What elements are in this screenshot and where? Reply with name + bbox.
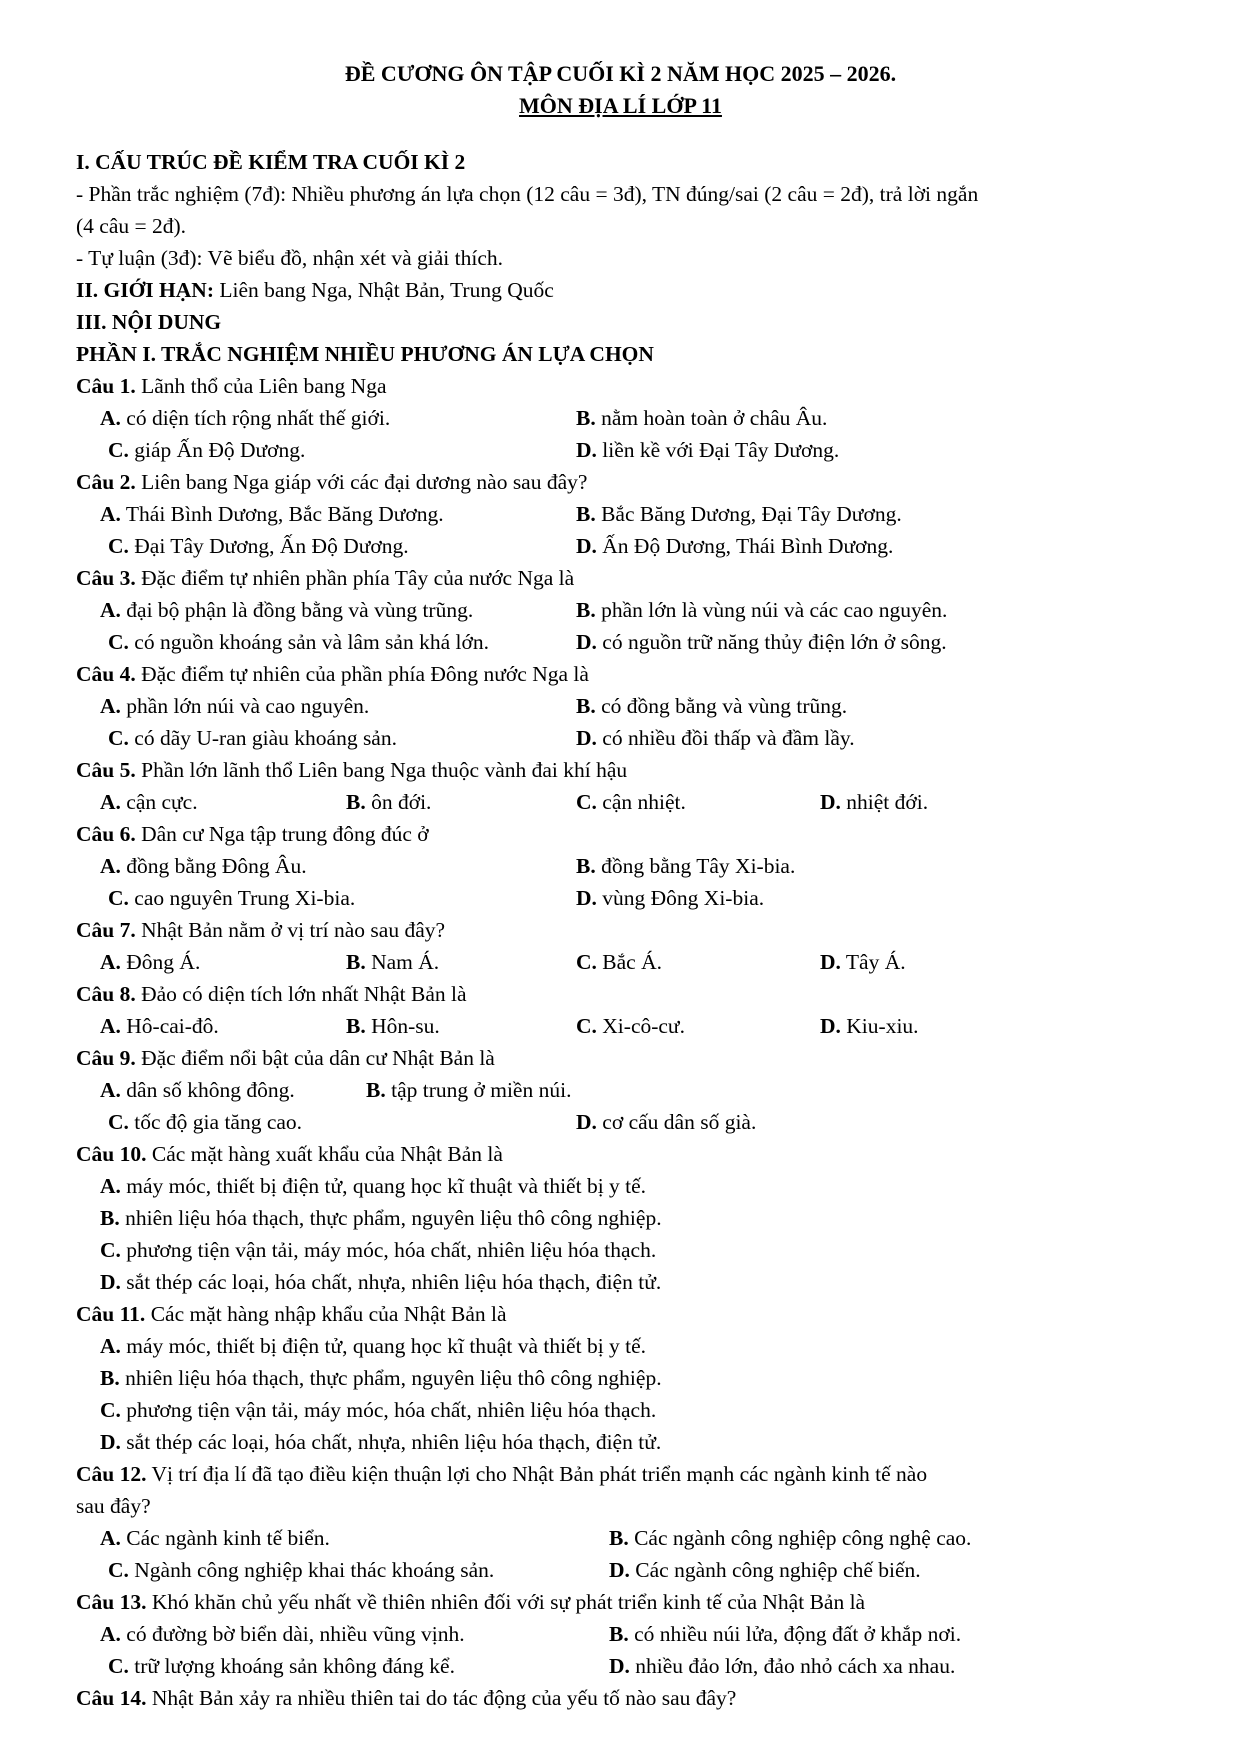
answer-text: nhiên liệu hóa thạch, thực phẩm, nguyên liệu thô công nghiệp. — [125, 1206, 662, 1230]
paragraph: - Tự luận (3đ): Vẽ biểu đồ, nhận xét và giải thích. — [76, 246, 504, 270]
answer-letter: B. — [609, 1622, 629, 1646]
answer-text: phương tiện vận tải, máy móc, hóa chất, nhiên liệu hóa thạch. — [126, 1398, 657, 1422]
answer-option-c — [108, 882, 355, 914]
answer-letter: B. — [609, 1526, 629, 1550]
question-item — [76, 914, 1206, 978]
answer-letter: A. — [100, 406, 121, 430]
answer-row — [76, 786, 1206, 818]
section-heading: III. NỘI DUNG — [76, 310, 222, 334]
answer-letter: C. — [108, 534, 129, 558]
answer-option-c — [108, 722, 397, 754]
question-number: Câu 5. — [76, 758, 136, 782]
answer-option-b — [576, 402, 827, 434]
question-text: Liên bang Nga giáp với các đại dương nào sau đây? — [135, 470, 588, 494]
answer-option-b — [346, 786, 431, 818]
answer-option-b — [366, 1074, 571, 1106]
answer-row — [76, 1618, 1206, 1650]
question-text: Các mặt hàng xuất khẩu của Nhật Bản là — [146, 1142, 503, 1166]
answer-letter: A. — [100, 1622, 121, 1646]
answer-letter: C. — [108, 1110, 129, 1134]
answer-letter: B. — [346, 1014, 366, 1038]
answer-option-d — [609, 1554, 921, 1586]
question-stem — [76, 914, 1206, 946]
answer-letter: D. — [100, 1430, 121, 1454]
answer-option-a — [100, 402, 390, 434]
answer-letter: B. — [576, 854, 596, 878]
answer-option-c — [108, 434, 305, 466]
answer-text: Các ngành công nghiệp chế biến. — [635, 1558, 921, 1582]
section-heading-text: Liên bang Nga, Nhật Bản, Trung Quốc — [213, 278, 554, 302]
question-text: Lãnh thổ của Liên bang Nga — [135, 374, 387, 398]
paragraph: - Phần trắc nghiệm (7đ): Nhiều phương án lựa chọn (12 câu = 3đ), TN đúng/sai (2 câu = 2đ), trả lời ngắn — [76, 182, 979, 206]
question-number: Câu 12. — [76, 1462, 147, 1486]
answer-option-b — [576, 498, 902, 530]
answer-option-c — [576, 1010, 685, 1042]
answer-row — [76, 946, 1206, 978]
answer-letter: D. — [820, 950, 841, 974]
answer-letter: C. — [108, 438, 129, 462]
answer-text: có nhiều đồi thấp và đầm lầy. — [602, 726, 855, 750]
question-stem — [76, 1298, 1206, 1330]
answer-text: có nhiều núi lửa, động đất ở khắp nơi. — [634, 1622, 962, 1646]
question-stem — [76, 1586, 1206, 1618]
question-stem — [76, 1042, 1206, 1074]
answer-text: Hôn-su. — [371, 1014, 440, 1038]
answer-letter: C. — [108, 630, 129, 654]
answer-text: đồng bằng Tây Xi-bia. — [601, 854, 796, 878]
answer-text: Ấn Độ Dương, Thái Bình Dương. — [602, 534, 894, 558]
question-text: Đảo có diện tích lớn nhất Nhật Bản là — [135, 982, 467, 1006]
answer-letter: D. — [576, 886, 597, 910]
answer-text: sắt thép các loại, hóa chất, nhựa, nhiên liệu hóa thạch, điện tử. — [126, 1430, 662, 1454]
answer-option-a — [100, 786, 198, 818]
answer-letter: C. — [576, 1014, 597, 1038]
question-item — [76, 1042, 1206, 1138]
question-item — [76, 1682, 1206, 1714]
answer-row — [76, 1650, 1206, 1682]
answer-text: Ngành công nghiệp khai thác khoáng sản. — [134, 1558, 495, 1582]
answer-option-a — [100, 690, 369, 722]
question-number: Câu 10. — [76, 1142, 147, 1166]
answer-text: có dãy U-ran giàu khoáng sản. — [134, 726, 397, 750]
answer-text: có nguồn khoáng sản và lâm sản khá lớn. — [134, 630, 489, 654]
question-number: Câu 11. — [76, 1302, 146, 1326]
answer-option-a — [100, 1522, 330, 1554]
answer-text: cận cực. — [126, 790, 198, 814]
answer-option-b — [346, 946, 439, 978]
answer-row — [76, 1554, 1206, 1586]
answer-text: Bắc Băng Dương, Đại Tây Dương. — [601, 502, 902, 526]
part-heading: PHẦN I. TRẮC NGHIỆM NHIỀU PHƯƠNG ÁN LỰA CHỌN — [76, 342, 654, 366]
answer-row — [76, 1426, 1206, 1458]
question-stem — [76, 1458, 1206, 1490]
answer-option-b — [609, 1618, 961, 1650]
answer-letter: D. — [100, 1270, 121, 1294]
question-text: Phần lớn lãnh thổ Liên bang Nga thuộc vành đai khí hậu — [135, 758, 628, 782]
paragraph: (4 câu = 2đ). — [76, 214, 187, 238]
question-item — [76, 978, 1206, 1042]
answer-text: Thái Bình Dương, Bắc Băng Dương. — [125, 502, 444, 526]
question-number: Câu 9. — [76, 1046, 136, 1070]
question-number: Câu 4. — [76, 662, 136, 686]
document-subtitle: MÔN ĐỊA LÍ LỚP 11 — [519, 93, 722, 118]
answer-row — [76, 434, 1206, 466]
answer-letter: A. — [100, 598, 121, 622]
answer-letter: B. — [100, 1206, 120, 1230]
answer-row — [76, 402, 1206, 434]
answer-option-a — [100, 1618, 465, 1650]
question-item — [76, 1138, 1206, 1298]
answer-letter: D. — [609, 1558, 630, 1582]
answer-option-b — [576, 594, 947, 626]
question-text: Vị trí địa lí đã tạo điều kiện thuận lợi cho Nhật Bản phát triển mạnh các ngành kinh tế nào — [146, 1462, 928, 1486]
answer-option-c — [576, 786, 686, 818]
question-number: Câu 6. — [76, 822, 136, 846]
answer-letter: B. — [100, 1366, 120, 1390]
question-stem — [76, 466, 1206, 498]
answer-text: máy móc, thiết bị điện tử, quang học kĩ thuật và thiết bị y tế. — [126, 1334, 647, 1358]
question-stem — [76, 370, 1206, 402]
answer-text: Nam Á. — [371, 950, 440, 974]
answer-option-c — [108, 1106, 302, 1138]
question-item — [76, 562, 1206, 658]
answer-text: cơ cấu dân số già. — [602, 1110, 757, 1134]
answer-letter: A. — [100, 854, 121, 878]
answer-row — [76, 1522, 1206, 1554]
answer-text: trữ lượng khoáng sản không đáng kể. — [134, 1654, 455, 1678]
document-title: ĐỀ CƯƠNG ÔN TẬP CUỐI KÌ 2 NĂM HỌC 2025 – 2026. — [344, 61, 897, 86]
question-text: Đặc điểm tự nhiên của phần phía Đông nước Nga là — [135, 662, 589, 686]
answer-letter: C. — [100, 1398, 121, 1422]
answer-row — [76, 690, 1206, 722]
question-text: Nhật Bản xảy ra nhiều thiên tai do tác động của yếu tố nào sau đây? — [146, 1686, 737, 1710]
answer-row — [76, 594, 1206, 626]
answer-text: vùng Đông Xi-bia. — [602, 886, 765, 910]
answer-option-d — [609, 1650, 955, 1682]
answer-option-d — [100, 1266, 661, 1298]
answer-letter: C. — [108, 886, 129, 910]
question-stem — [76, 1682, 1206, 1714]
answer-option-d — [576, 882, 764, 914]
question-text: Nhật Bản nằm ở vị trí nào sau đây? — [135, 918, 446, 942]
answer-letter: B. — [366, 1078, 386, 1102]
answer-row — [76, 1074, 1206, 1106]
answer-text: phần lớn núi và cao nguyên. — [126, 694, 370, 718]
answer-letter: C. — [100, 1238, 121, 1262]
answer-text: có nguồn trữ năng thủy điện lớn ở sông. — [602, 630, 947, 654]
answer-option-c — [100, 1394, 656, 1426]
answer-letter: C. — [108, 726, 129, 750]
answer-letter: D. — [820, 1014, 841, 1038]
answer-letter: B. — [576, 406, 596, 430]
question-text: Khó khăn chủ yếu nhất về thiên nhiên đối với sự phát triển kinh tế của Nhật Bản là — [146, 1590, 866, 1614]
question-text: Đặc điểm tự nhiên phần phía Tây của nước Nga là — [135, 566, 575, 590]
answer-text: đồng bằng Đông Âu. — [126, 854, 307, 878]
answer-text: có diện tích rộng nhất thế giới. — [126, 406, 391, 430]
answer-option-c — [100, 1234, 656, 1266]
answer-row — [76, 1394, 1206, 1426]
section-heading-label: II. GIỚI HẠN: — [76, 278, 214, 302]
question-stem — [76, 978, 1206, 1010]
answer-text: nhiều đảo lớn, đảo nhỏ cách xa nhau. — [635, 1654, 956, 1678]
answer-option-d — [576, 722, 855, 754]
document-body — [76, 146, 1206, 1714]
answer-row — [76, 1170, 1206, 1202]
answer-letter: C. — [576, 790, 597, 814]
answer-letter: D. — [609, 1654, 630, 1678]
answer-row — [76, 1010, 1206, 1042]
answer-text: có đồng bằng và vùng trũng. — [601, 694, 848, 718]
answer-text: tập trung ở miền núi. — [391, 1078, 572, 1102]
answer-option-a — [100, 1074, 295, 1106]
answer-text: Các ngành công nghiệp công nghệ cao. — [634, 1526, 972, 1550]
answer-option-b — [100, 1202, 662, 1234]
answer-option-b — [100, 1362, 662, 1394]
question-number: Câu 14. — [76, 1686, 147, 1710]
answer-text: nằm hoàn toàn ở châu Âu. — [601, 406, 828, 430]
answer-option-a — [100, 1170, 646, 1202]
answer-option-d — [576, 434, 839, 466]
answer-letter: B. — [576, 598, 596, 622]
question-number: Câu 7. — [76, 918, 136, 942]
answer-letter: B. — [576, 694, 596, 718]
question-stem — [76, 818, 1206, 850]
question-item — [76, 658, 1206, 754]
answer-letter: A. — [100, 694, 121, 718]
answer-row — [76, 1106, 1206, 1138]
answer-letter: D. — [576, 534, 597, 558]
question-stem — [76, 1138, 1206, 1170]
answer-letter: D. — [820, 790, 841, 814]
answer-option-d — [820, 1010, 919, 1042]
answer-option-a — [100, 498, 444, 530]
question-list — [76, 370, 1206, 1714]
answer-letter: A. — [100, 950, 121, 974]
section-heading: I. CẤU TRÚC ĐỀ KIỂM TRA CUỐI KÌ 2 — [76, 150, 466, 174]
answer-option-c — [108, 530, 409, 562]
answer-text: nhiên liệu hóa thạch, thực phẩm, nguyên liệu thô công nghiệp. — [125, 1366, 662, 1390]
answer-letter: A. — [100, 1174, 121, 1198]
question-stem — [76, 562, 1206, 594]
answer-row — [76, 1362, 1206, 1394]
answer-text: Đại Tây Dương, Ấn Độ Dương. — [134, 534, 409, 558]
answer-row — [76, 722, 1206, 754]
answer-text: phần lớn là vùng núi và các cao nguyên. — [601, 598, 948, 622]
answer-row — [76, 1330, 1206, 1362]
answer-text: Bắc Á. — [602, 950, 662, 974]
answer-option-b — [576, 850, 795, 882]
question-text-continued: sau đây? — [76, 1494, 151, 1518]
answer-letter: D. — [576, 438, 597, 462]
answer-option-a — [100, 1010, 219, 1042]
answer-text: máy móc, thiết bị điện tử, quang học kĩ thuật và thiết bị y tế. — [126, 1174, 647, 1198]
question-item — [76, 754, 1206, 818]
question-item — [76, 1298, 1206, 1458]
answer-row — [76, 1266, 1206, 1298]
answer-text: ôn đới. — [371, 790, 432, 814]
answer-option-b — [609, 1522, 971, 1554]
answer-text: cận nhiệt. — [602, 790, 686, 814]
question-number: Câu 1. — [76, 374, 136, 398]
answer-letter: B. — [576, 502, 596, 526]
answer-option-a — [100, 594, 473, 626]
answer-text: liền kề với Đại Tây Dương. — [602, 438, 840, 462]
answer-option-a — [100, 850, 307, 882]
answer-text: phương tiện vận tải, máy móc, hóa chất, nhiên liệu hóa thạch. — [126, 1238, 657, 1262]
question-item — [76, 466, 1206, 562]
question-item — [76, 1458, 1206, 1586]
question-number: Câu 8. — [76, 982, 136, 1006]
answer-option-d — [820, 786, 928, 818]
answer-text: Xi-cô-cư. — [602, 1014, 685, 1038]
answer-option-d — [576, 626, 947, 658]
answer-text: dân số không đông. — [126, 1078, 295, 1102]
question-number: Câu 13. — [76, 1590, 147, 1614]
question-text: Các mặt hàng nhập khẩu của Nhật Bản là — [145, 1302, 507, 1326]
question-item — [76, 370, 1206, 466]
answer-option-c — [576, 946, 662, 978]
answer-row — [76, 850, 1206, 882]
answer-text: giáp Ấn Độ Dương. — [134, 438, 306, 462]
answer-letter: A. — [100, 1078, 121, 1102]
answer-text: nhiệt đới. — [846, 790, 929, 814]
answer-letter: B. — [346, 790, 366, 814]
answer-text: Tây Á. — [845, 950, 906, 974]
answer-option-c — [108, 1554, 494, 1586]
answer-letter: D. — [576, 630, 597, 654]
answer-letter: A. — [100, 502, 121, 526]
question-stem — [76, 754, 1206, 786]
section-heading — [76, 274, 1206, 306]
question-item — [76, 1586, 1206, 1682]
answer-option-d — [576, 1106, 756, 1138]
answer-option-b — [576, 690, 847, 722]
answer-text: Đông Á. — [126, 950, 201, 974]
answer-letter: A. — [100, 790, 121, 814]
answer-letter: A. — [100, 1526, 121, 1550]
question-number: Câu 2. — [76, 470, 136, 494]
answer-text: Hô-cai-đô. — [126, 1014, 219, 1038]
answer-option-c — [108, 626, 489, 658]
answer-row — [76, 1234, 1206, 1266]
answer-text: cao nguyên Trung Xi-bia. — [134, 886, 356, 910]
question-text: Đặc điểm nổi bật của dân cư Nhật Bản là — [135, 1046, 495, 1070]
answer-text: sắt thép các loại, hóa chất, nhựa, nhiên liệu hóa thạch, điện tử. — [126, 1270, 662, 1294]
answer-row — [76, 530, 1206, 562]
answer-text: đại bộ phận là đồng bằng và vùng trũng. — [126, 598, 474, 622]
question-text: Dân cư Nga tập trung đông đúc ở — [135, 822, 429, 846]
question-item — [76, 818, 1206, 914]
answer-letter: C. — [108, 1654, 129, 1678]
answer-row — [76, 626, 1206, 658]
answer-letter: D. — [576, 726, 597, 750]
answer-option-c — [108, 1650, 455, 1682]
answer-option-d — [576, 530, 893, 562]
answer-option-a — [100, 946, 200, 978]
answer-letter: C. — [108, 1558, 129, 1582]
answer-text: tốc độ gia tăng cao. — [134, 1110, 303, 1134]
answer-row — [76, 498, 1206, 530]
answer-row — [76, 882, 1206, 914]
answer-letter: A. — [100, 1334, 121, 1358]
answer-option-a — [100, 1330, 646, 1362]
answer-text: Các ngành kinh tế biển. — [126, 1526, 330, 1550]
answer-letter: A. — [100, 1014, 121, 1038]
answer-letter: B. — [346, 950, 366, 974]
question-stem — [76, 658, 1206, 690]
answer-text: Kiu-xiu. — [846, 1014, 919, 1038]
answer-option-d — [100, 1426, 661, 1458]
question-number: Câu 3. — [76, 566, 136, 590]
answer-option-d — [820, 946, 906, 978]
answer-letter: C. — [576, 950, 597, 974]
answer-letter: D. — [576, 1110, 597, 1134]
answer-row — [76, 1202, 1206, 1234]
answer-text: có đường bờ biển dài, nhiều vũng vịnh. — [126, 1622, 465, 1646]
answer-option-b — [346, 1010, 440, 1042]
